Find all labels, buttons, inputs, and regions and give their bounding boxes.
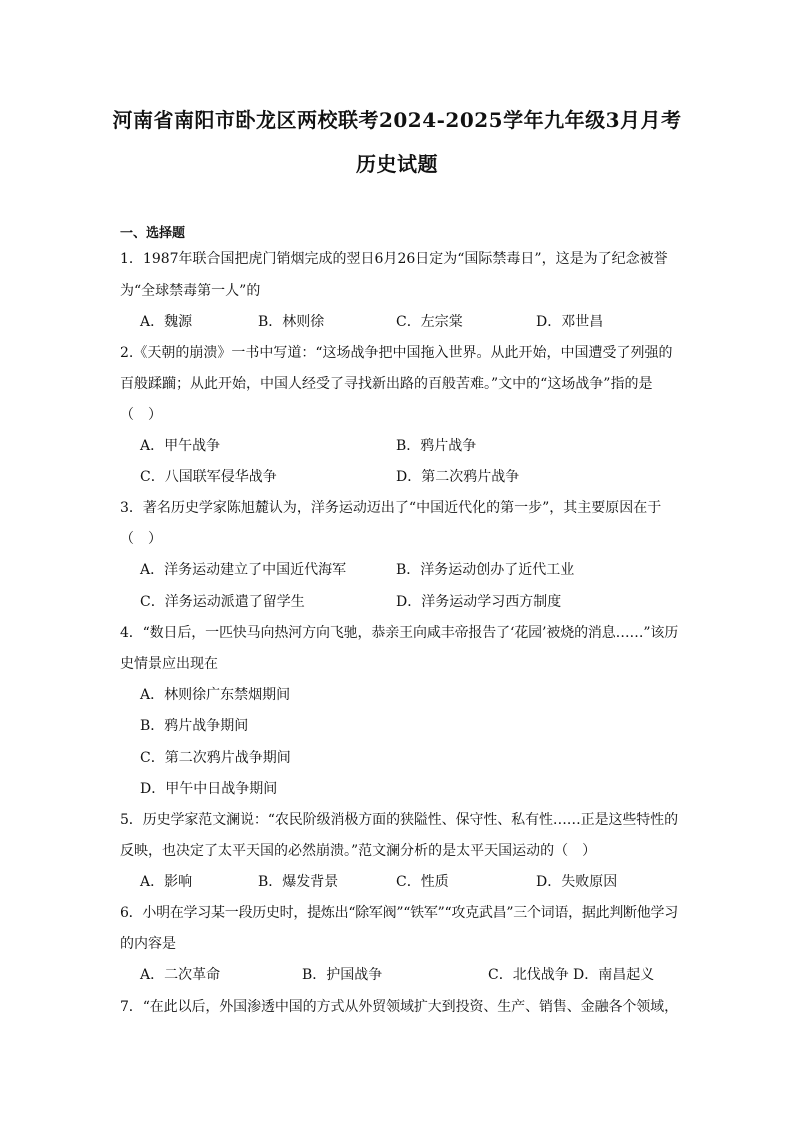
question-1-line-1: 1．1987年联合国把虎门销烟完成的翌日6月26日定为“国际禁毒日”，这是为了纪念被誉 — [120, 251, 668, 267]
question-2-line-1: 2.《天朝的崩溃》一书中写道：“这场战争把中国拖入世界。从此开始，中国遭受了列强的 — [120, 345, 673, 361]
section-heading: 一、选择题 — [120, 226, 186, 241]
exam-subtitle: 历史试题 — [356, 152, 438, 176]
question-5-line-1: 5．历史学家范文澜说：“农民阶级消极方面的狭隘性、保守性、私有性……正是这些特性的 — [120, 812, 678, 828]
question-3-option-b: B．洋务运动创办了近代工业 — [396, 562, 575, 578]
question-2-option-a: A．甲午战争 — [140, 438, 221, 454]
question-4-line-2: 史情景应出现在 — [120, 656, 218, 672]
question-4-option-b: B．鸦片战争期间 — [140, 718, 249, 734]
question-1-option-a: A．魏源 — [140, 314, 193, 330]
question-7-line-1: 7．“在此以后，外国渗透中国的方式从外贸领域扩大到投资、生产、销售、金融各个领域， — [120, 999, 678, 1015]
question-6-line-2: 的内容是 — [120, 936, 176, 952]
question-3-option-d: D．洋务运动学习西方制度 — [396, 594, 562, 610]
question-4-option-a: A．林则徐广东禁烟期间 — [140, 687, 291, 703]
question-1-line-2: 为“全球禁毒第一人”的 — [120, 283, 261, 299]
question-5-option-c: C．性质 — [396, 874, 449, 890]
question-5-option-b: B．爆发背景 — [258, 874, 339, 890]
question-6-option-c: C．北伐战争 — [488, 967, 569, 983]
question-2-line-3: （ ） — [120, 407, 162, 423]
question-6-option-b: B．护国战争 — [302, 967, 383, 983]
question-6-option-a: A．二次革命 — [140, 967, 221, 983]
question-3-line-2: （ ） — [120, 531, 162, 547]
question-4-option-c: C．第二次鸦片战争期间 — [140, 750, 291, 766]
question-2-line-2: 百般蹂躏；从此开始，中国人经受了寻找新出路的百般苦难。”文中的“这场战争”指的是 — [120, 376, 653, 392]
question-4-option-d: D．甲午中日战争期间 — [140, 781, 278, 797]
question-1-option-c: C．左宗棠 — [396, 314, 463, 330]
question-3-option-c: C．洋务运动派遣了留学生 — [140, 594, 305, 610]
question-1-option-d: D．邓世昌 — [536, 314, 604, 330]
question-4-line-1: 4．“数日后，一匹快马向热河方向飞驰，恭亲王向咸丰帝报告了‘花园’被烧的消息……”该历 — [120, 625, 679, 641]
question-2-option-d: D．第二次鸦片战争 — [396, 469, 520, 485]
question-2-option-b: B．鸦片战争 — [396, 438, 477, 454]
question-1-option-b: B．林则徐 — [258, 314, 325, 330]
question-5-option-d: D．失败原因 — [536, 874, 618, 890]
question-2-option-c: C．八国联军侵华战争 — [140, 469, 277, 485]
question-6-option-d: D．南昌起义 — [573, 967, 655, 983]
question-3-line-1: 3．著名历史学家陈旭麓认为，洋务运动迈出了“中国近代化的第一步”，其主要原因在于 — [120, 500, 662, 516]
question-6-line-1: 6．小明在学习某一段历史时，提炼出“除军阀”“铁军”“攻克武昌”三个词语，据此判断他学习 — [120, 905, 678, 921]
question-3-option-a: A．洋务运动建立了中国近代海军 — [140, 562, 347, 578]
question-5-line-2: 反映，也决定了太平天国的必然崩溃。”范文澜分析的是太平天国运动的（ ） — [120, 843, 597, 859]
exam-title: 河南省南阳市卧龙区两校联考2024-2025学年九年级3月月考 — [112, 108, 682, 132]
question-5-option-a: A．影响 — [140, 874, 193, 890]
